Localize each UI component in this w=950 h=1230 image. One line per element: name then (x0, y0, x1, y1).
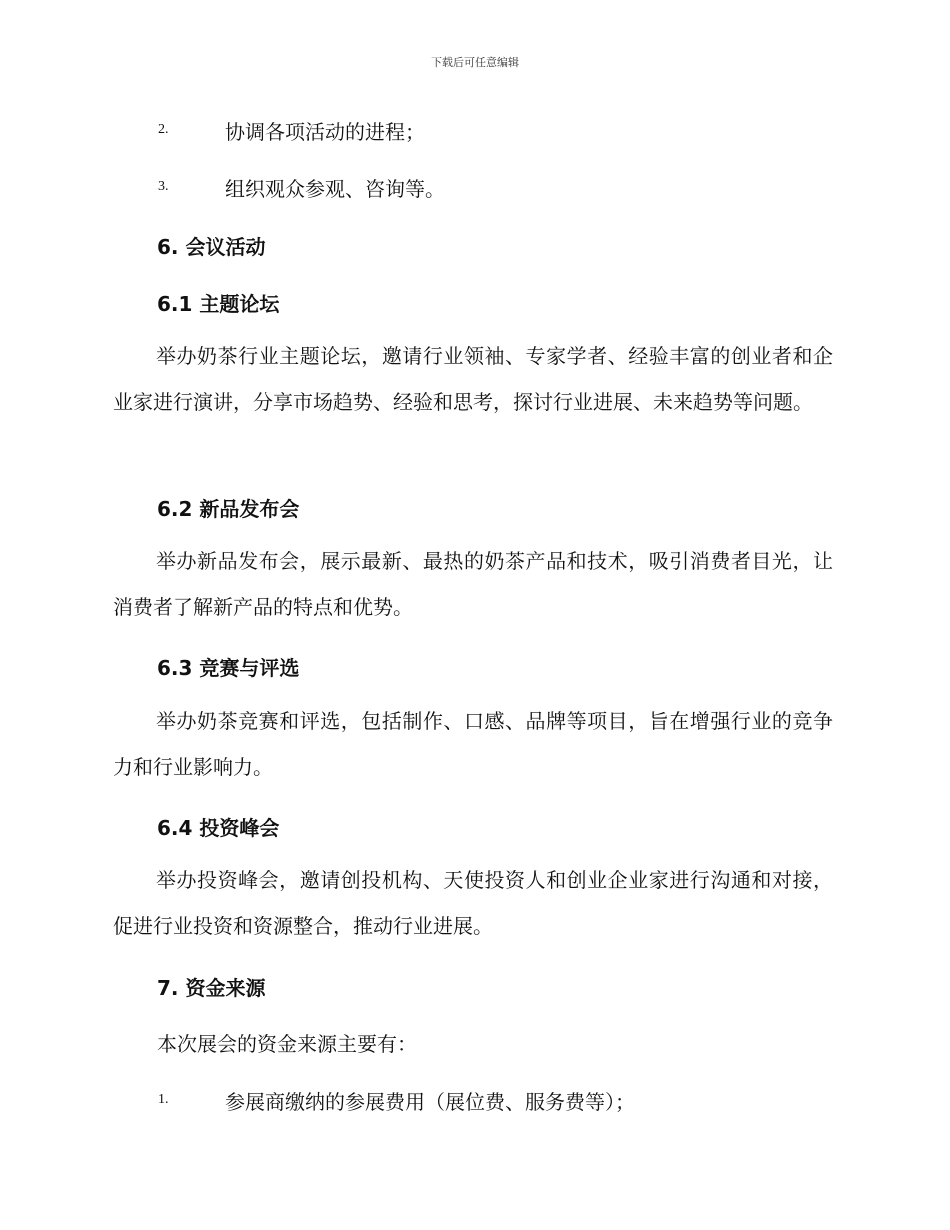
paragraph-launch: 举办新品发布会，展示最新、最热的奶茶产品和技术，吸引消费者目光，让消费者了解新产品的特点和优势。 (113, 549, 833, 619)
list-text: 参展商缴纳的参展费用（展位费、服务费等）； (225, 1090, 635, 1114)
section-heading-meetings: 6. 会议活动 (157, 235, 266, 259)
subsection-heading-competition: 6.3 竞赛与评选 (157, 656, 300, 680)
section-heading-funding: 7. 资金来源 (157, 976, 266, 1000)
list-text: 组织观众参观、咨询等。 (225, 177, 445, 201)
list-number: 3. (158, 179, 169, 194)
subsection-heading-forum: 6.1 主题论坛 (157, 292, 280, 316)
paragraph-investment: 举办投资峰会，邀请创投机构、天使投资人和创业企业家进行沟通和对接，促进行业投资和资源整合，推动行业进展。 (113, 868, 833, 938)
page-header-note: 下载后可任意编辑 (431, 56, 519, 69)
paragraph-funding-intro: 本次展会的资金来源主要有： (157, 1032, 417, 1056)
subsection-heading-launch: 6.2 新品发布会 (157, 497, 300, 521)
list-item (158, 1086, 858, 1116)
list-number: 1. (158, 1092, 169, 1107)
list-number: 2. (158, 122, 169, 137)
paragraph-competition: 举办奶茶竞赛和评选，包括制作、口感、品牌等项目，旨在增强行业的竞争力和行业影响力。 (113, 709, 833, 779)
list-text: 协调各项活动的进程； (225, 120, 425, 144)
subsection-heading-investment: 6.4 投资峰会 (157, 816, 280, 840)
paragraph-forum: 举办奶茶行业主题论坛，邀请行业领袖、专家学者、经验丰富的创业者和企业家进行演讲，分享市场趋势、经验和思考，探讨行业进展、未来趋势等问题。 (113, 344, 833, 414)
list-item (158, 173, 858, 203)
list-item (158, 116, 858, 146)
